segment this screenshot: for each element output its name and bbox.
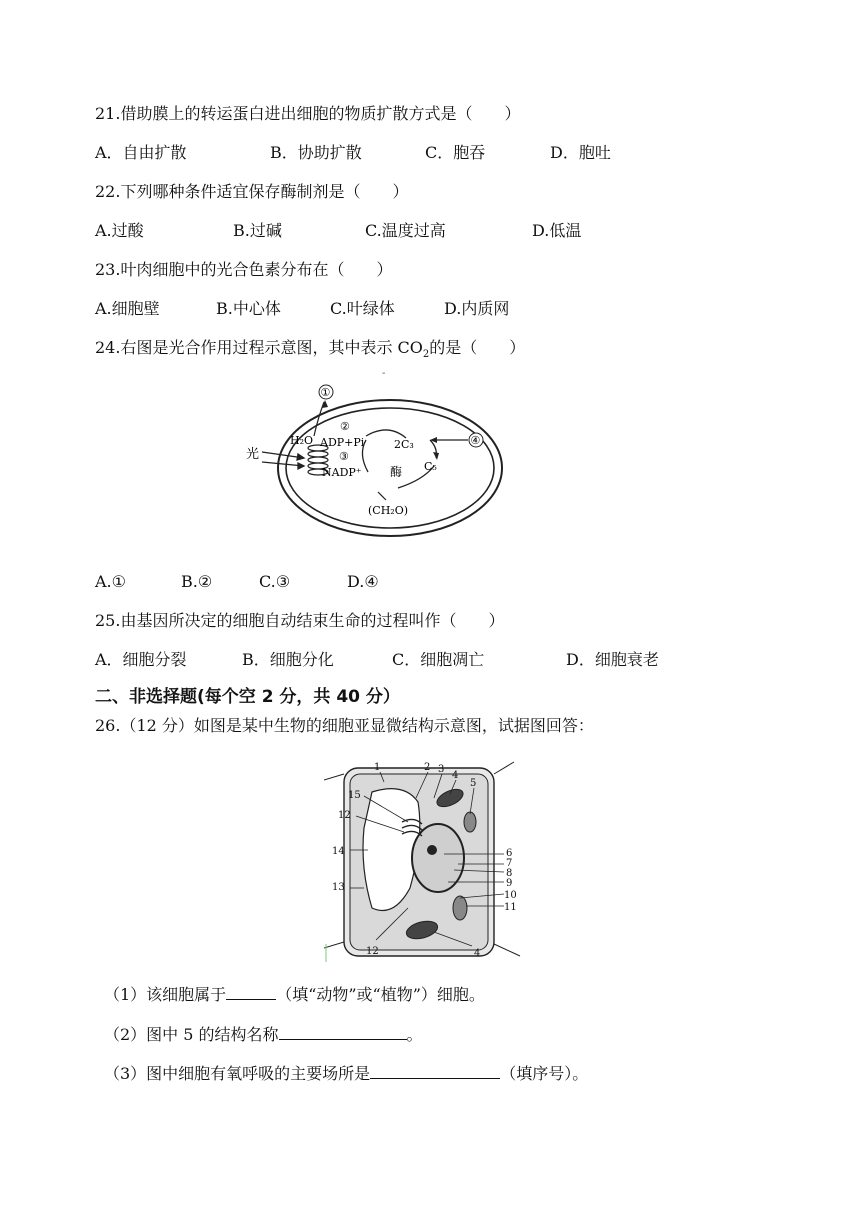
- light-label: 光: [246, 447, 260, 462]
- marker-4: ④: [470, 434, 481, 447]
- question-23-options: [95, 299, 795, 319]
- c3-label: 2C₃: [394, 438, 414, 451]
- adp-label: ADP+Pi: [320, 436, 365, 449]
- cell-label-8: 8: [506, 868, 513, 879]
- marker-2: ②: [340, 420, 350, 433]
- option-a: A．细胞分裂: [95, 650, 187, 669]
- cell-label-15: 15: [348, 790, 361, 801]
- option-d: D.内质网: [444, 299, 510, 318]
- option-a: A.细胞壁: [95, 299, 160, 318]
- option-b: B．协助扩散: [270, 143, 362, 162]
- cell-label-5: 5: [470, 778, 477, 789]
- option-d: D．胞吐: [550, 143, 611, 162]
- cell-label-14: 14: [332, 846, 345, 857]
- option-d: D．细胞衰老: [566, 650, 659, 669]
- svg-text:-: -: [382, 368, 386, 379]
- cell-label-6: 6: [506, 848, 513, 859]
- cell-label-11: 11: [504, 902, 517, 913]
- option-c: C.③: [259, 572, 291, 591]
- light-arrows: [262, 452, 304, 469]
- c5-label: C₅: [424, 460, 437, 473]
- enzyme-label: 酶: [390, 465, 403, 479]
- cell-label-4: 4: [452, 770, 459, 781]
- h2o-label: H₂O: [290, 434, 314, 447]
- question-21-options: [95, 143, 795, 163]
- cell-label-9: 9: [506, 878, 513, 889]
- option-b: B.中心体: [216, 299, 281, 318]
- option-d: D.④: [347, 572, 379, 591]
- question-21-stem: 21.借助膜上的转运蛋白进出细胞的物质扩散方式是（ ）: [95, 104, 521, 123]
- option-a: A.过酸: [95, 221, 144, 240]
- cell-label-7: 7: [506, 858, 513, 869]
- answer-blank-1[interactable]: [226, 985, 276, 1000]
- nadp-label: NADP⁺: [322, 466, 362, 479]
- cell-label-12: 12: [338, 810, 351, 821]
- answer-blank-2[interactable]: [279, 1025, 407, 1040]
- cell-label-4-bottom: 4: [474, 948, 481, 959]
- cell-label-13: 13: [332, 882, 345, 893]
- question-22-options: [95, 221, 795, 241]
- cell-label-12-bottom: 12: [366, 946, 379, 957]
- option-a: A.①: [95, 572, 126, 591]
- option-c: C．细胞凋亡: [392, 650, 485, 669]
- option-b: B.过碱: [233, 221, 282, 240]
- photosynthesis-diagram: [238, 368, 510, 546]
- question-26-stem: 26.（12 分）如图是某中生物的细胞亚显微结构示意图，试据图回答：: [95, 716, 594, 735]
- nucleolus: [427, 845, 437, 855]
- plant-cell-diagram: [324, 758, 524, 964]
- marker-1: ①: [320, 386, 331, 399]
- question-24-options: [95, 572, 795, 592]
- option-b: B.②: [181, 572, 213, 591]
- question-22-stem: 22.下列哪种条件适宜保存酶制剂是（ ）: [95, 182, 409, 201]
- mitochondrion: [464, 812, 476, 832]
- cell-label-10: 10: [504, 890, 517, 901]
- cell-label-1: 1: [374, 762, 381, 773]
- ch2o-label: (CH₂O): [368, 504, 409, 517]
- mitochondrion: [453, 896, 467, 920]
- option-c: C.温度过高: [365, 221, 446, 240]
- option-c: C．胞吞: [425, 143, 486, 162]
- section-heading: 二、非选择题(每个空 2 分，共 40 分）: [95, 687, 400, 707]
- option-a: A．自由扩散: [95, 143, 187, 162]
- option-c: C.叶绿体: [330, 299, 395, 318]
- answer-blank-3[interactable]: [370, 1064, 500, 1079]
- question-24-stem: 24.右图是光合作用过程示意图，其中表示 $CO_2$的是（ ）: [95, 338, 526, 361]
- question-25-options: [95, 650, 795, 670]
- cell-label-2: 2: [424, 762, 431, 773]
- option-b: B．细胞分化: [242, 650, 334, 669]
- sub-question-1: （1）该细胞属于 （填“动物”或“植物”）细胞。: [104, 985, 485, 1004]
- cell-label-3: 3: [438, 764, 445, 775]
- marker-3: ③: [339, 450, 349, 463]
- option-d: D.低温: [532, 221, 582, 240]
- sub-question-3: （3）图中细胞有氧呼吸的主要场所是 （填序号）。: [104, 1064, 589, 1083]
- question-23-stem: 23.叶肉细胞中的光合色素分布在（ ）: [95, 260, 393, 279]
- sub-question-2: （2）图中 5 的结构名称 。: [104, 1025, 423, 1044]
- question-25-stem: 25.由基因所决定的细胞自动结束生命的过程叫作（ ）: [95, 611, 505, 630]
